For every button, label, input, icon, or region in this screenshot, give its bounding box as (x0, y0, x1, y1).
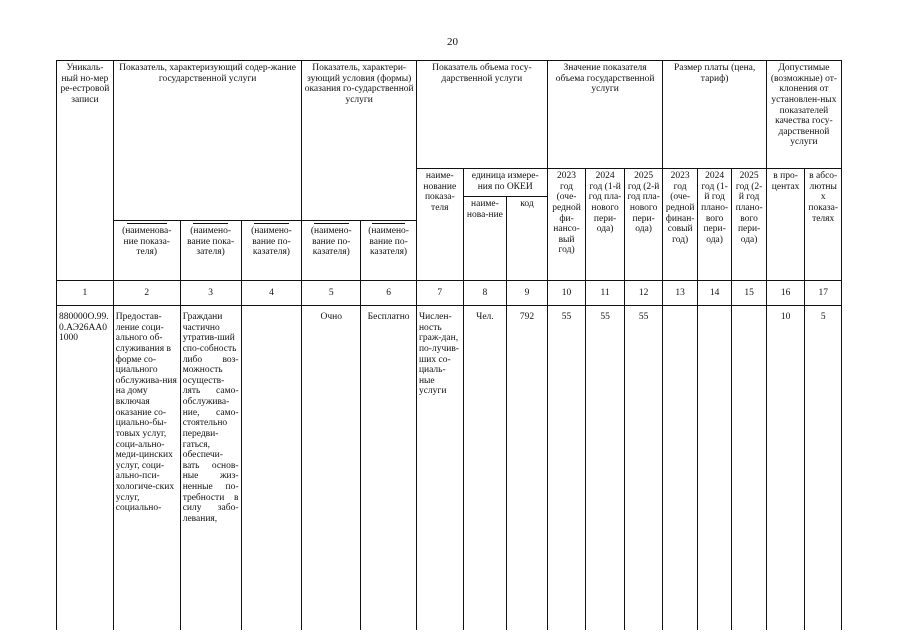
sub-label-content-3: (наимено-вание по-казателя) (241, 221, 302, 281)
column-number: 5 (302, 281, 361, 306)
column-number: 8 (463, 281, 507, 306)
page-number: 20 (447, 36, 458, 48)
header-deviation-percent: в про-центах (766, 169, 805, 281)
header-okei-unit: единица измере-ния по ОКЕИ (463, 169, 547, 197)
sub-label-content-1: (наименова-ние показа-теля) (113, 221, 180, 281)
header-fee-2023: 2023 год (оче-редной финан-совый год) (663, 169, 697, 281)
unit-code-cell: 792 (507, 306, 548, 631)
column-number: 2 (113, 281, 180, 306)
condition-cell-1: Очно (302, 306, 361, 631)
header-volume-2023: 2023 год (оче-редной фи-нансо-вый год) (547, 169, 586, 281)
column-number: 12 (624, 281, 663, 306)
fee-2025-cell (732, 306, 767, 631)
volume-2023-cell: 55 (547, 306, 586, 631)
column-number: 6 (361, 281, 417, 306)
deviation-percent-cell: 10 (766, 306, 805, 631)
volume-name-cell: Числен-ность граж-дан, по-лучив-ших со-циаль-ные услуги (416, 306, 463, 631)
header-okei-code: код (507, 197, 548, 281)
fee-2023-cell (663, 306, 697, 631)
column-number: 13 (663, 281, 697, 306)
sub-label-condition-1: (наимено-вание по-казателя) (302, 221, 361, 281)
column-number: 7 (416, 281, 463, 306)
service-volume-table (56, 60, 842, 630)
column-number: 17 (805, 281, 842, 306)
content-cell-1: Предостав-ление соци-ального об-служивания в форме со-циального обслужива-ния на дому включая оказание со-циально-бы-товых услуг, соци-ально-меди-цинских услуг, соци-ально-пси-хологиче-ских услуг, социально- (113, 306, 180, 631)
column-number: 10 (547, 281, 586, 306)
sub-label-condition-2: (наимено-вание по-казателя) (361, 221, 417, 281)
column-number: 3 (180, 281, 241, 306)
header-conditions-indicator: Показатель, характери-зующий условия (формы) оказания го-сударственной услуги (302, 61, 417, 221)
header-deviation-absolute: в абсо-лютных показа-телях (805, 169, 842, 281)
registry-number: 880000О.99.0.АЭ26АА01000 (57, 306, 114, 631)
column-number: 15 (732, 281, 767, 306)
header-okei-name: наиме-нова-ние (463, 197, 507, 281)
column-number: 1 (57, 281, 114, 306)
content-cell-2: Граждани частично утратив-ший спо-собность либо воз-можность осуществ-лять само-обслужива-ние, само-стоятельно передви-гаться, обеспечи-вать основ-ные жиз-ненные по-требности в силу забо-левания, (180, 306, 241, 631)
header-fee-2024: 2024 год (1-й год плано-вого пери-ода) (697, 169, 731, 281)
header-content-indicator: Показатель, характеризующий содер-жание государственной услуги (113, 61, 302, 221)
header-volume-2024: 2024 год (1-й год пла-нового пери-ода) (586, 169, 625, 281)
volume-2024-cell: 55 (586, 306, 625, 631)
header-volume-2025: 2025 год (2-й год пла-нового пери-ода) (624, 169, 663, 281)
column-number: 14 (697, 281, 731, 306)
header-volume-indicator: Показатель объема госу-дарственной услуги (416, 61, 547, 169)
column-number: 9 (507, 281, 548, 306)
header-allowed-deviations: Допустимые (возможные) от-клонения от установлен-ных показателей качества госу-дарственной услуги (766, 61, 841, 169)
content-cell-3 (241, 306, 302, 631)
header-fee-2025: 2025 год (2-й год плано-вого пери-ода) (732, 169, 767, 281)
column-number: 11 (586, 281, 625, 306)
column-number: 4 (241, 281, 302, 306)
fee-2024-cell (697, 306, 731, 631)
deviation-absolute-cell: 5 (805, 306, 842, 631)
condition-cell-2: Бесплатно (361, 306, 417, 631)
sub-label-content-2: (наимено-вание пока-зателя) (180, 221, 241, 281)
unit-name-cell: Чел. (463, 306, 507, 631)
column-number: 16 (766, 281, 805, 306)
header-fee-size: Размер платы (цена, тариф) (663, 61, 766, 169)
header-volume-name: наиме-нование показа-теля (416, 169, 463, 281)
header-volume-value: Значение показателя объема государственной услуги (547, 61, 663, 169)
volume-2025-cell: 55 (624, 306, 663, 631)
header-unique-number: Уникаль-ный но-мер ре-естровой записи (57, 61, 114, 281)
